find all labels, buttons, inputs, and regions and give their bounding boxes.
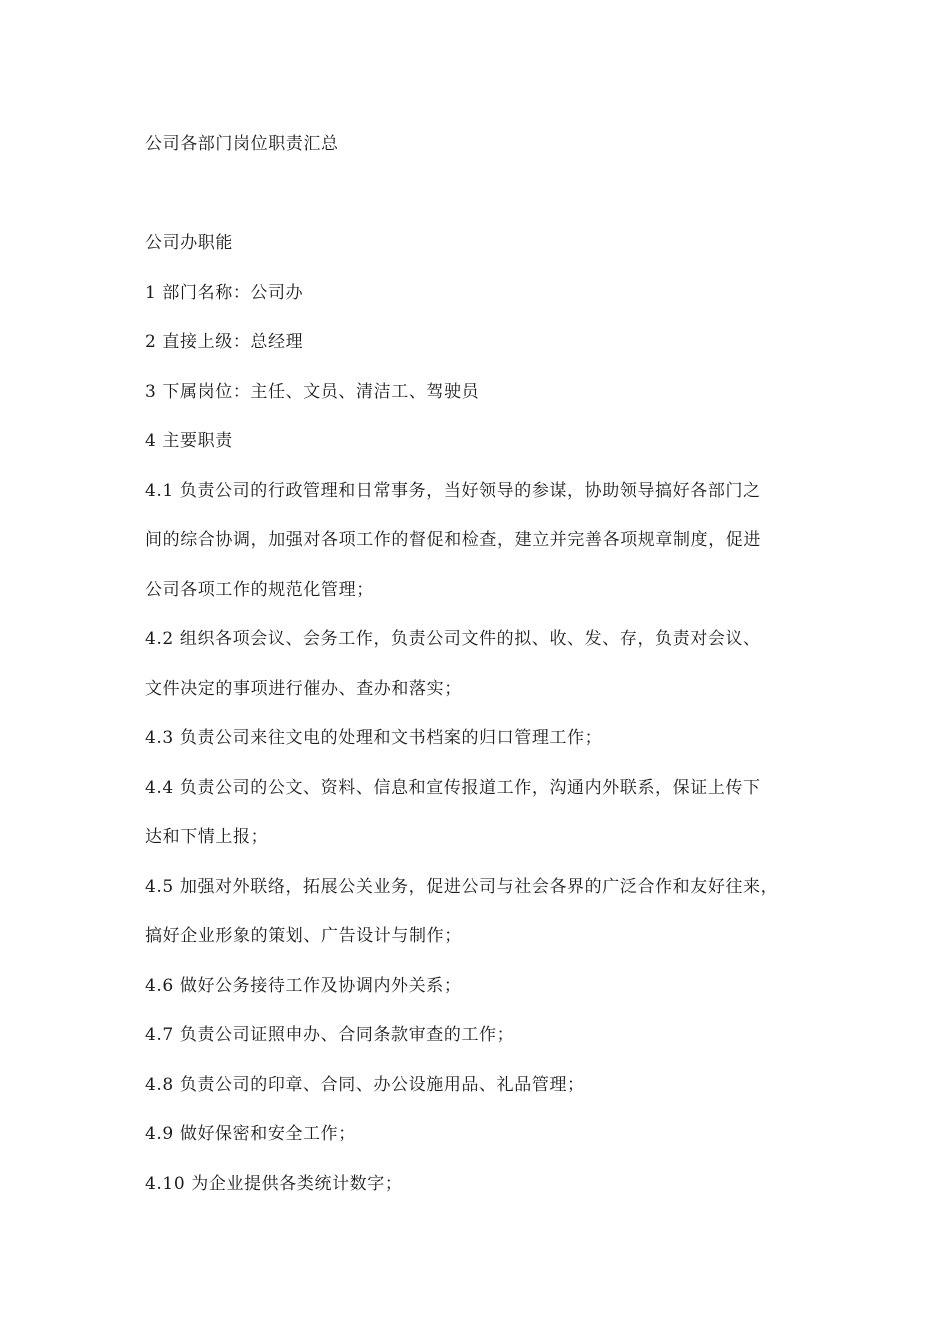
text-line: 4.9 做好保密和安全工作； <box>145 1124 356 1144</box>
text-line: 4.3 负责公司来往文电的处理和文书档案的归口管理工作； <box>145 728 603 748</box>
text-line: 搞好企业形象的策划、广告设计与制作； <box>145 926 462 946</box>
document-title: 公司各部门岗位职责汇总 <box>145 134 339 154</box>
text-line: 4.8 负责公司的印章、合同、办公设施用品、礼品管理； <box>145 1075 585 1095</box>
text-line: 达和下情上报； <box>145 827 269 847</box>
text-line: 间的综合协调，加强对各项工作的督促和检查，建立并完善各项规章制度，促进 <box>145 530 761 550</box>
section-heading: 公司办职能 <box>145 233 233 253</box>
text-line: 1 部门名称：公司办 <box>145 283 304 303</box>
text-line: 4.7 负责公司证照申办、合同条款审查的工作； <box>145 1025 515 1045</box>
text-line: 4.6 做好公务接待工作及协调内外关系； <box>145 976 462 996</box>
text-line: 2 直接上级：总经理 <box>145 332 304 352</box>
text-line: 4.5 加强对外联络，拓展公关业务，促进公司与社会各界的广泛合作和友好往来， <box>145 877 779 897</box>
text-line: 公司各项工作的规范化管理； <box>145 580 374 600</box>
text-line: 4.4 负责公司的公文、资料、信息和宣传报道工作，沟通内外联系，保证上传下 <box>145 778 761 798</box>
text-line: 4.1 负责公司的行政管理和日常事务，当好领导的参谋，协助领导搞好各部门之 <box>145 481 761 501</box>
text-line: 4.2 组织各项会议、会务工作，负责公司文件的拟、收、发、存，负责对会议、 <box>145 629 761 649</box>
text-line: 3 下属岗位：主任、文员、清洁工、驾驶员 <box>145 382 480 402</box>
text-line: 文件决定的事项进行催办、查办和落实； <box>145 679 462 699</box>
text-line: 4.10 为企业提供各类统计数字； <box>145 1174 403 1194</box>
text-line: 4 主要职责 <box>145 431 233 451</box>
